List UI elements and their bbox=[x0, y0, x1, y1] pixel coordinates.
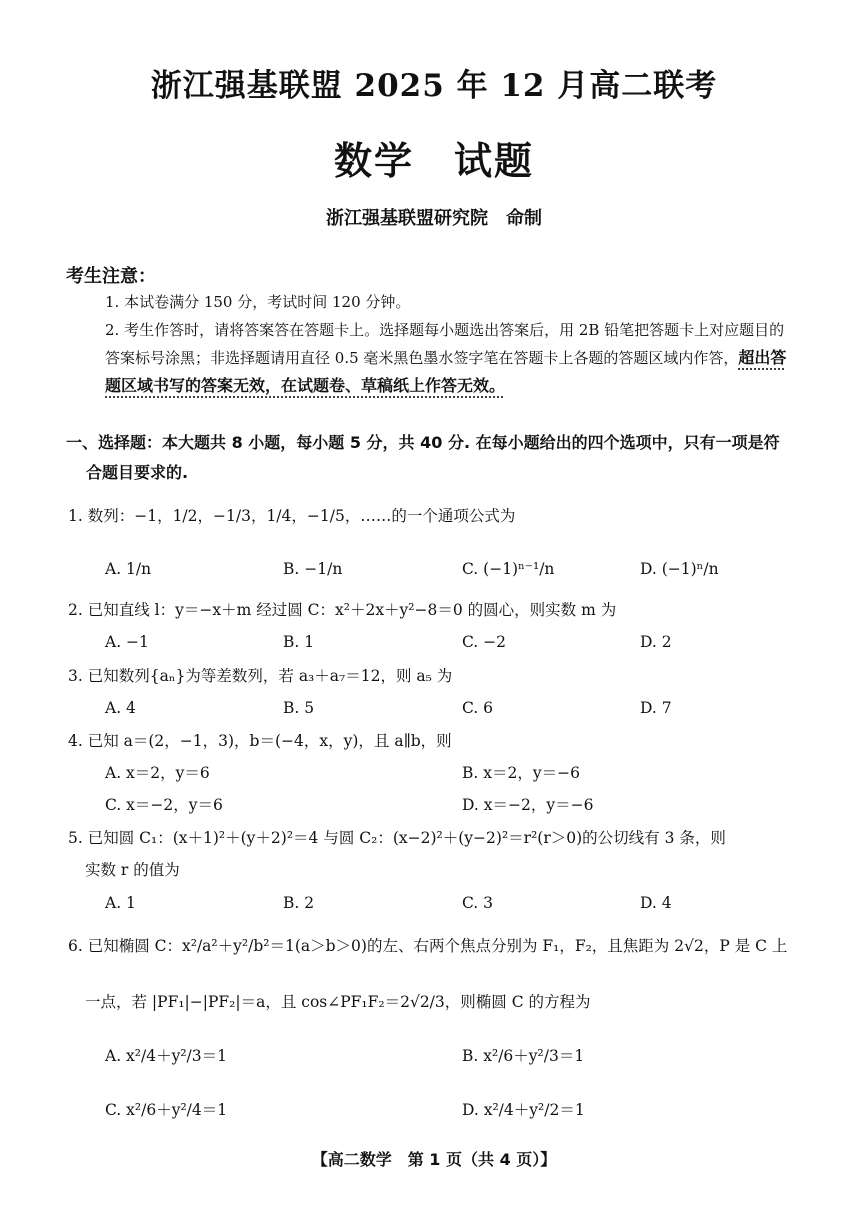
question-2-option-a: A. −1 bbox=[105, 633, 149, 651]
section-1-line-2: 合题目要求的. bbox=[86, 463, 189, 482]
question-6-option-b: B. x²/6＋y²/3＝1 bbox=[462, 1047, 585, 1065]
question-3-option-a: A. 4 bbox=[105, 699, 136, 717]
question-4-option-b: B. x＝2，y＝−6 bbox=[462, 764, 580, 782]
question-5-option-d: D. 4 bbox=[640, 894, 672, 912]
section-1-heading bbox=[66, 428, 801, 488]
question-3-option-d: D. 7 bbox=[640, 699, 672, 717]
question-3-option-c: C. 6 bbox=[462, 699, 494, 717]
question-4-option-c: C. x＝−2，y＝6 bbox=[105, 796, 223, 814]
notice-item-2 bbox=[105, 316, 795, 400]
question-1-option-c: C. (−1)ⁿ⁻¹/n bbox=[462, 560, 555, 578]
question-5-stem-line-2: 实数 r 的值为 bbox=[85, 861, 180, 879]
section-1-line-1: 一、选择题：本大题共 8 小题，每小题 5 分，共 40 分. 在每小题给出的四个选项中，只有一项是符 bbox=[66, 433, 780, 452]
question-1-option-a: A. 1/n bbox=[105, 560, 152, 578]
question-2-stem: 2. 已知直线 l：y＝−x＋m 经过圆 C：x²＋2x＋y²−8＝0 的圆心，则实数 m 为 bbox=[68, 601, 617, 619]
subject-title: 数学 试题 bbox=[333, 138, 534, 183]
question-1-option-d: D. (−1)ⁿ/n bbox=[640, 560, 719, 578]
question-4-option-d: D. x＝−2，y＝−6 bbox=[462, 796, 594, 814]
exam-title: 浙江强基联盟 2025 年 12 月高二联考 bbox=[150, 68, 718, 104]
author-line: 浙江强基联盟研究院 命制 bbox=[326, 208, 542, 229]
question-6-option-c: C. x²/6＋y²/4＝1 bbox=[105, 1101, 228, 1119]
question-2-option-b: B. 1 bbox=[283, 633, 315, 651]
question-3-stem: 3. 已知数列{aₙ}为等差数列，若 a₃＋a₇＝12，则 a₅ 为 bbox=[68, 667, 453, 685]
notice-heading: 考生注意： bbox=[66, 266, 156, 287]
question-5-stem-line-1: 5. 已知圆 C₁：(x＋1)²＋(y＋2)²＝4 与圆 C₂：(x−2)²＋(y−2)²＝r²(r＞0)的公切线有 3 条，则 bbox=[68, 829, 726, 847]
notice-item-2-text: 2. 考生作答时，请将答案答在答题卡上。选择题每小题选出答案后，用 2B 铅笔把答题卡上对应题目的答案标号涂黑；非选择题请用直径 0.5 毫米黑色墨水签字笔在答题卡上各题的答题区域内作答， bbox=[105, 321, 785, 367]
question-6-stem-line-2: 一点，若 |PF₁|−|PF₂|＝a，且 cos∠PF₁F₂＝2√2/3，则椭圆 C 的方程为 bbox=[85, 993, 591, 1011]
question-6-option-a: A. x²/4＋y²/3＝1 bbox=[105, 1047, 228, 1065]
question-2-option-d: D. 2 bbox=[640, 633, 672, 651]
notice-item-1: 1. 本试卷满分 150 分，考试时间 120 分钟。 bbox=[105, 293, 411, 311]
question-1-option-b: B. −1/n bbox=[283, 560, 343, 578]
page-footer: 【高二数学 第 1 页（共 4 页）】 bbox=[311, 1150, 557, 1169]
question-5-option-b: B. 2 bbox=[283, 894, 315, 912]
question-6-option-d: D. x²/4＋y²/2＝1 bbox=[462, 1101, 585, 1119]
question-4-stem: 4. 已知 a＝(2，−1，3)，b＝(−4，x，y)，且 a∥b，则 bbox=[68, 732, 452, 750]
question-5-option-a: A. 1 bbox=[105, 894, 136, 912]
question-2-option-c: C. −2 bbox=[462, 633, 507, 651]
question-1-stem: 1. 数列：−1，1/2，−1/3，1/4，−1/5，……的一个通项公式为 bbox=[68, 507, 516, 525]
question-6-stem-line-1: 6. 已知椭圆 C：x²/a²＋y²/b²＝1(a＞b＞0)的左、右两个焦点分别为 F₁，F₂，且焦距为 2√2，P 是 C 上 bbox=[68, 937, 788, 955]
question-4-option-a: A. x＝2，y＝6 bbox=[105, 764, 210, 782]
question-3-option-b: B. 5 bbox=[283, 699, 315, 717]
notice-item-2-emphasis: 超出答题区域书写的答案无效，在试题卷、草稿纸上作答无效。 bbox=[105, 348, 787, 395]
question-5-option-c: C. 3 bbox=[462, 894, 494, 912]
